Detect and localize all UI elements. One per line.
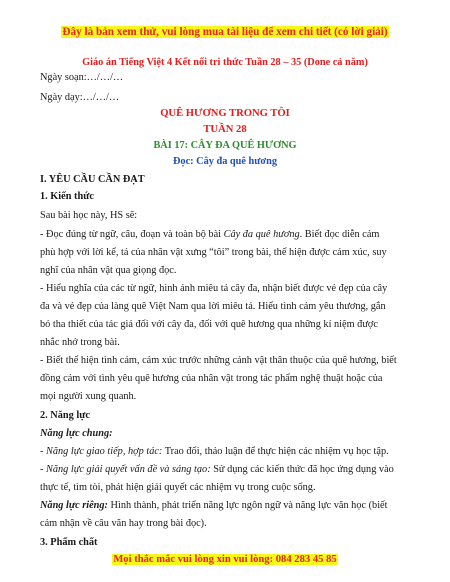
paragraph-1-line-2: phù hợp với lời kể, tả của nhân vật xưng “tôi” trong bài, thể hiện được cảm xúc, suy xyxy=(40,247,387,258)
reading-title: Đọc: Cây đa quê hương xyxy=(173,156,277,167)
week-title: TUẦN 28 xyxy=(203,124,247,135)
paragraph-2-line-2: đa và vẻ đẹp của làng quê Việt Nam qua lời miêu tả. Hiểu tình cảm yêu thương, gắn xyxy=(40,301,386,312)
paragraph-2-line-3: bó tha thiết của tác giả đối với cây đa, đối với quê hương qua những kí niệm được xyxy=(40,319,378,330)
paragraph-2-line-1: - Hiểu nghĩa của các từ ngữ, hình ảnh miêu tả cây đa, nhận biết được vẻ đẹp của cây xyxy=(40,283,388,294)
paragraph-3-line-3: mọi người xung quanh. xyxy=(40,391,137,402)
date-prepared: Ngày soạn:…/…/… xyxy=(40,72,124,83)
competence-item-1-text: Trao đổi, thảo luận để thực hiện các nhiệm vụ học tập. xyxy=(162,446,389,457)
competence-item-2 xyxy=(40,463,425,476)
specific-competence-label: Năng lực riêng: xyxy=(40,500,108,511)
lesson-title: BÀI 17: CÂY ĐA QUÊ HƯƠNG xyxy=(153,140,297,151)
subheading-qualities: 3. Phẩm chất xyxy=(40,537,98,548)
specific-competence xyxy=(40,499,425,512)
p1-text-b: . Biết đọc diễn cảm xyxy=(299,229,380,240)
specific-competence-line-2: cảm nhận về câu văn hay trong bài đọc). xyxy=(40,518,207,529)
competence-item-1 xyxy=(40,445,425,458)
section-heading-requirements: I. YÊU CẦU CẦN ĐẠT xyxy=(40,174,145,185)
paragraph-1-line-1 xyxy=(40,228,425,241)
contact-banner-text: Mọi thắc mắc vui lòng xin vui lòng: 084 283 45 85 xyxy=(113,554,337,565)
preview-notice-banner xyxy=(0,26,450,38)
paragraph-1-line-3: nghĩ của nhân vật qua giọng đọc. xyxy=(40,265,177,276)
document-subtitle: Giáo án Tiếng Việt 4 Kết nối tri thức Tuần 28 – 35 (Done cả năm) xyxy=(82,57,368,68)
date-taught: Ngày dạy:…/…/… xyxy=(40,92,120,103)
competence-item-2-text: Sử dụng các kiến thức đã học ứng dụng vào xyxy=(210,464,394,475)
competence-item-1-label: - Năng lực giao tiếp, hợp tác: xyxy=(40,446,163,457)
competence-item-2-label: - Năng lực giải quyết vấn đề và sáng tạo: xyxy=(40,464,211,475)
competence-item-2-line-2: thực tế, tìm tòi, phát hiện giải quyết các nhiệm vụ trong cuộc sống. xyxy=(40,482,316,493)
subheading-competence: 2. Năng lực xyxy=(40,410,90,421)
unit-title: QUÊ HƯƠNG TRONG TÔI xyxy=(160,108,290,119)
subheading-knowledge: 1. Kiến thức xyxy=(40,191,94,202)
specific-competence-text: Hình thành, phát triển năng lực ngôn ngữ và năng lực văn học (biết xyxy=(107,500,388,511)
paragraph-3-line-2: đồng cảm với tình yêu quê hương của nhân vật trong tác phẩm nghệ thuật hoặc của xyxy=(40,373,383,384)
paragraph-3-line-1: - Biết thể hiện tình cảm, cảm xúc trước những cảnh vật thân thuộc của quê hương, biết xyxy=(40,355,397,366)
reading-title-inline: Cây đa quê hương xyxy=(223,229,300,240)
intro-text: Sau bài học này, HS sẽ: xyxy=(40,210,138,221)
preview-notice-text: Đây là bản xem thử, vui lòng mua tài liệu để xem chi tiết (có lời giải) xyxy=(62,26,388,38)
paragraph-2-line-4: nhắc nhớ trong bài. xyxy=(40,337,120,348)
contact-banner xyxy=(0,554,450,565)
p1-text-a: - Đọc đúng từ ngữ, câu, đoạn và toàn bộ bài xyxy=(40,229,224,240)
general-competence-label: Năng lực chung: xyxy=(40,428,113,439)
